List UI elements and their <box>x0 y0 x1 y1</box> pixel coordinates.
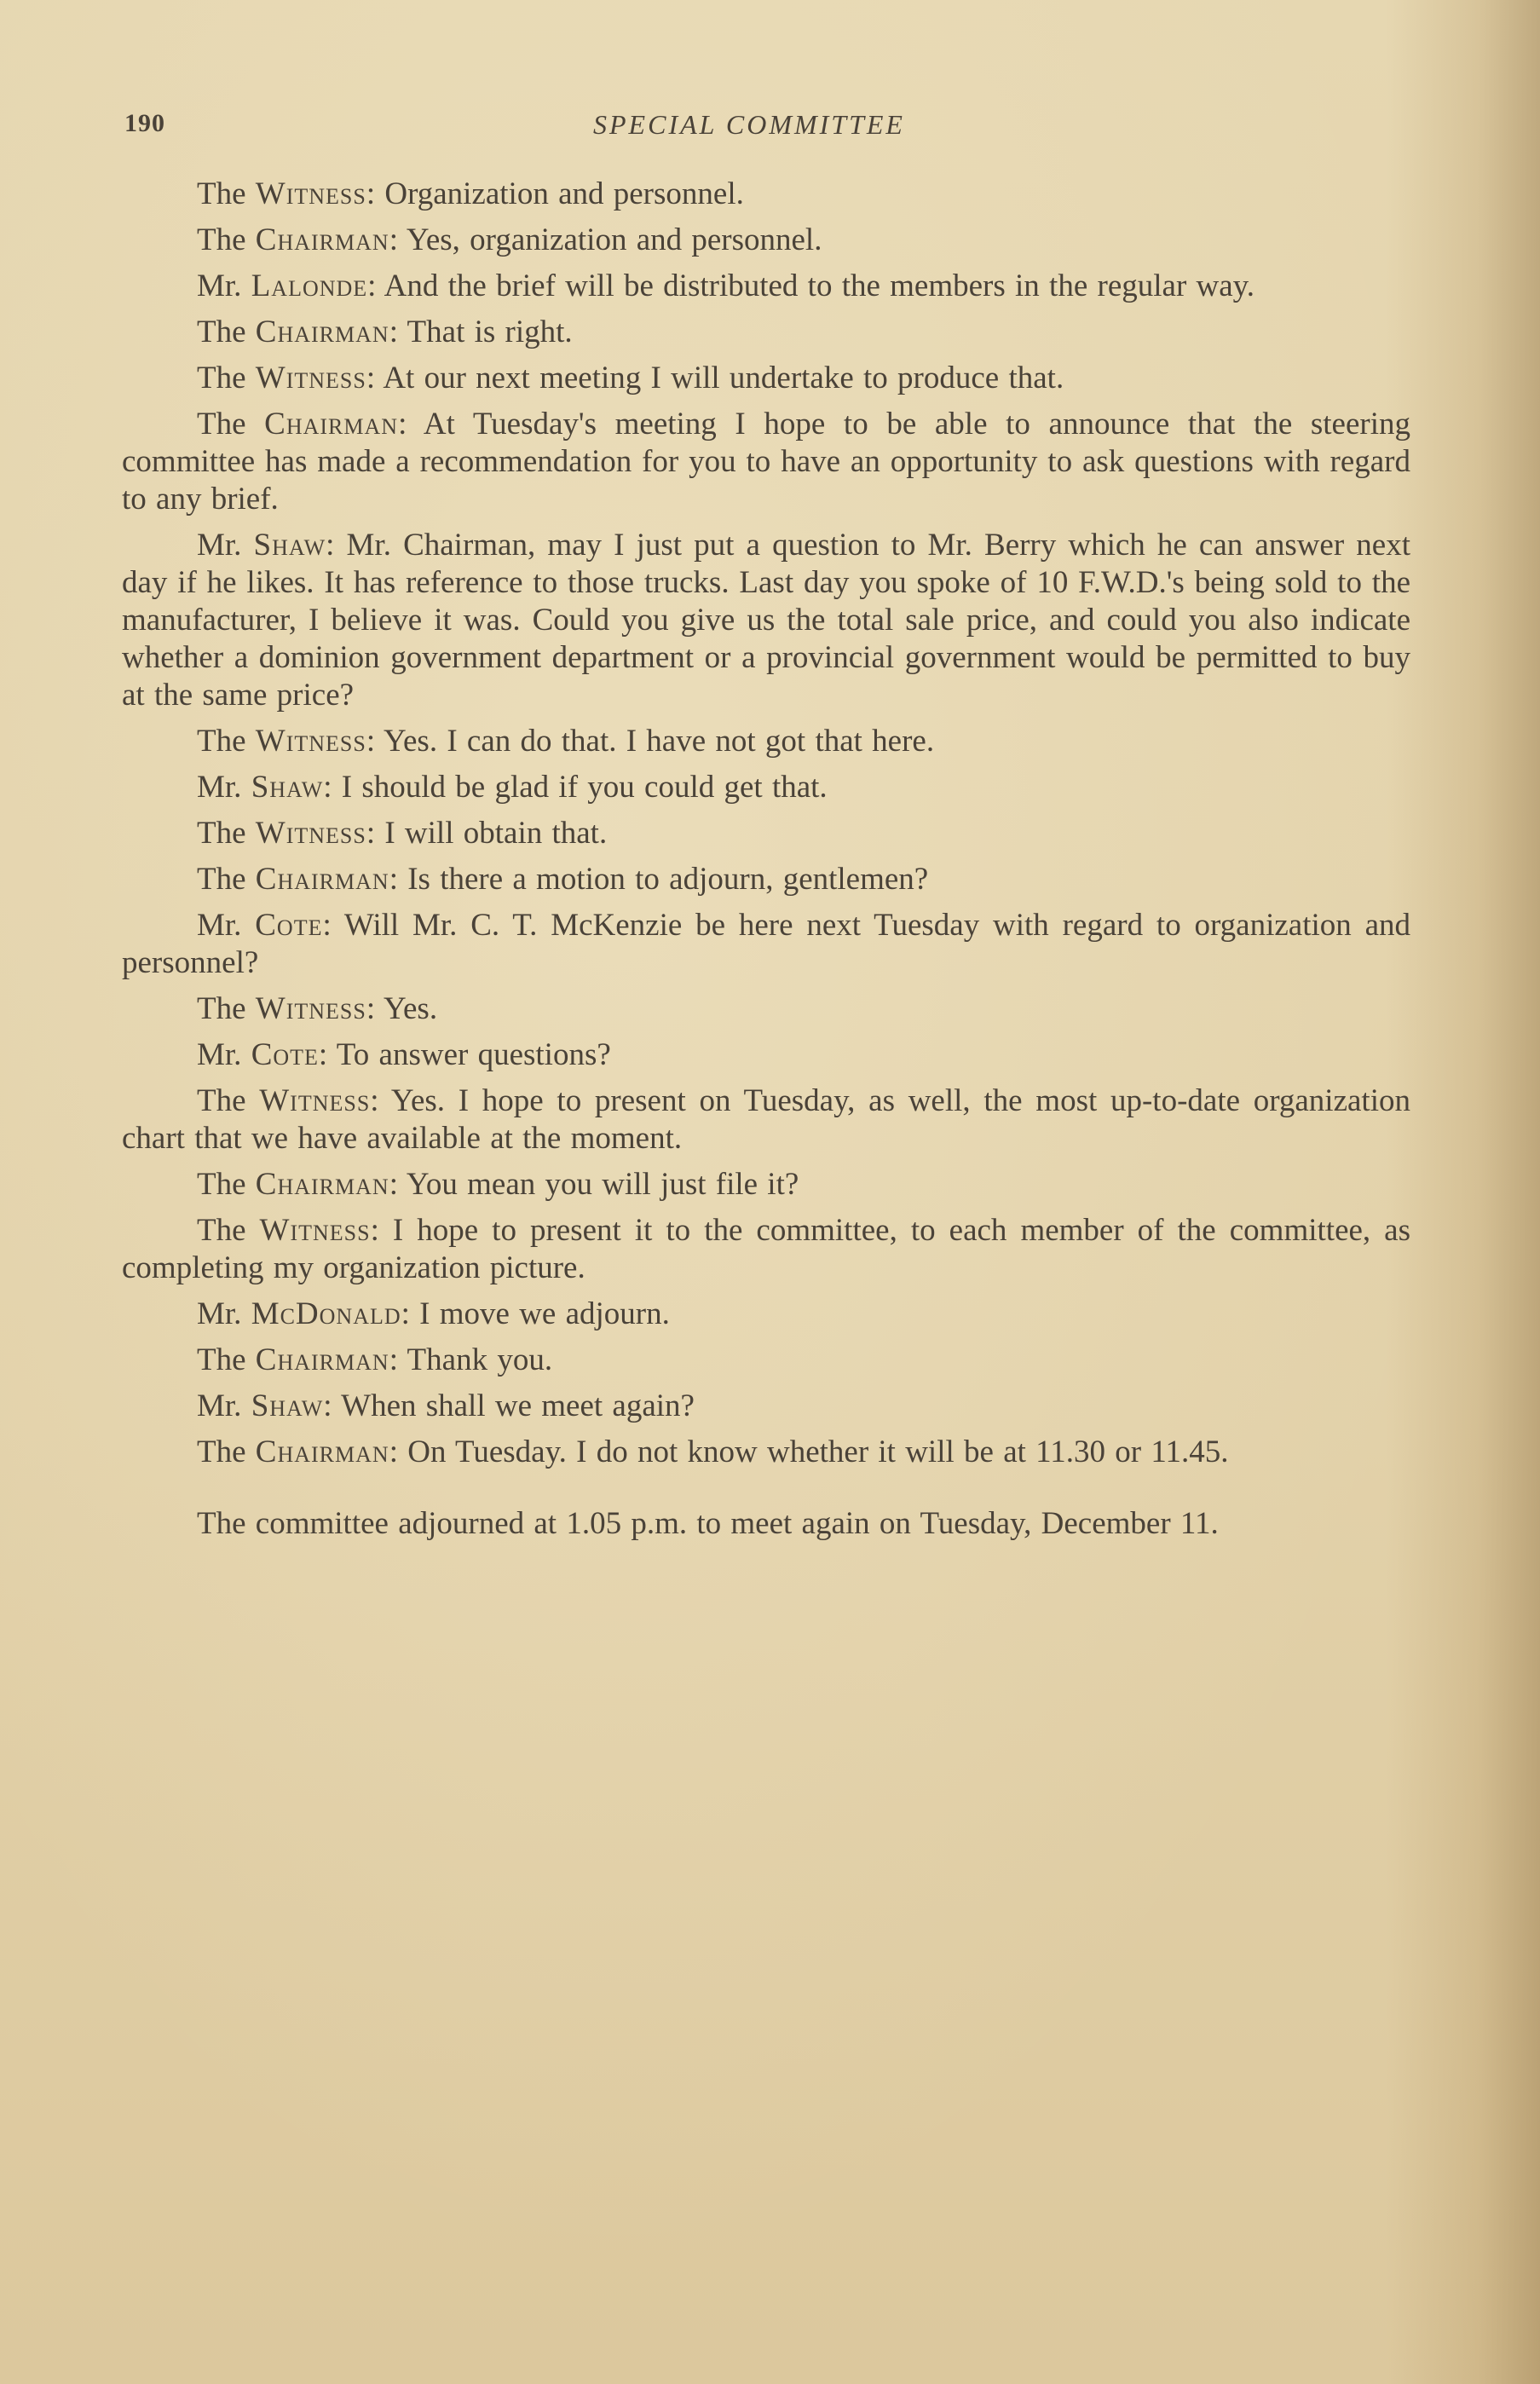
speaker-name: Witness <box>255 176 366 211</box>
paragraph-text: : Thank you. <box>389 1342 553 1377</box>
speaker-name: Cote <box>251 1037 319 1072</box>
speaker-prefix: The <box>197 222 256 257</box>
paragraph <box>122 1342 1410 1379</box>
paragraph-text: : Yes. I hope to present on Tuesday, as well, the most up-to-date organization chart that we have available at the moment. <box>122 1083 1410 1156</box>
speaker-prefix: The <box>197 315 256 349</box>
paragraph <box>122 1434 1410 1471</box>
speaker-name: Chairman <box>264 407 399 442</box>
running-head <box>124 109 1420 152</box>
paragraph-text: : I should be glad if you could get that. <box>323 770 828 805</box>
paragraph <box>122 406 1410 518</box>
paragraph-text: : Is there a motion to adjourn, gentlemen? <box>389 862 929 897</box>
speaker-name: Chairman <box>255 315 389 349</box>
paragraph-text: : When shall we meet again? <box>323 1388 695 1423</box>
speaker-prefix: The <box>197 816 256 851</box>
paragraph <box>122 861 1410 898</box>
speaker-name: McDonald <box>251 1296 401 1331</box>
speaker-name: Cote <box>255 908 323 943</box>
speaker-name: Witness <box>255 361 366 395</box>
speaker-prefix: The <box>197 1342 256 1377</box>
paragraph-text: : You mean you will just file it? <box>389 1167 799 1202</box>
speaker-prefix: Mr. <box>197 1296 251 1331</box>
speaker-name: Witness <box>255 991 366 1026</box>
paragraph-text: : At Tuesday's meeting I hope to be able to announce that the steering committee has made a recommendation for you to have an opportunity to ask questions with regard to any brief. <box>122 407 1410 517</box>
paragraph <box>122 907 1410 982</box>
paragraph <box>122 990 1410 1028</box>
paragraph-text: : I will obtain that. <box>366 816 608 851</box>
speaker-name: Witness <box>255 816 366 851</box>
paragraph <box>122 360 1410 397</box>
speaker-name: Chairman <box>255 1167 389 1202</box>
speaker-name: Witness <box>259 1083 371 1118</box>
speaker-prefix: The <box>197 1083 260 1118</box>
speaker-prefix: The <box>197 361 256 395</box>
paragraph-text: : Will Mr. C. T. McKenzie be here next Tuesday with regard to organization and personnel? <box>122 908 1410 980</box>
paragraph-text: : I move we adjourn. <box>401 1296 670 1331</box>
speaker-prefix: The <box>197 1167 256 1202</box>
speaker-name: Shaw <box>251 770 324 805</box>
page-number: 190 <box>124 109 165 137</box>
paragraph-text: : Mr. Chairman, may I just put a question to Mr. Berry which he can answer next day if he likes. It has reference to those trucks. Last day you spoke of 10 F.W.D.'s being sold to the manufacturer, I believe it was. Could you give us the total sale price, and could you also indicate whether a dominion government department or a provincial government would be permitted to buy at the same price? <box>122 528 1410 713</box>
transcript-body <box>122 176 1410 1543</box>
header-title: SPECIAL COMMITTEE <box>593 109 905 140</box>
paragraph-text: : On Tuesday. I do not know whether it will be at 11.30 or 11.45. <box>389 1434 1229 1469</box>
speaker-name: Chairman <box>255 862 389 897</box>
paragraph <box>122 176 1410 213</box>
speaker-prefix: Mr. <box>197 268 251 303</box>
speaker-name: Chairman <box>255 222 389 257</box>
speaker-prefix: The <box>197 991 256 1026</box>
paragraph <box>122 1166 1410 1204</box>
paragraph <box>122 527 1410 714</box>
speaker-prefix: The <box>197 1213 260 1248</box>
paragraph-text: : At our next meeting I will undertake to produce that. <box>366 361 1064 395</box>
speaker-name: Shaw <box>251 1388 324 1423</box>
speaker-prefix: The <box>197 1434 256 1469</box>
speaker-prefix: The <box>197 862 256 897</box>
paragraph-text: : Yes. <box>366 991 438 1026</box>
paragraph <box>122 1212 1410 1287</box>
paragraph-text: : To answer questions? <box>318 1037 611 1072</box>
paragraph <box>122 1082 1410 1157</box>
speaker-name: Chairman <box>255 1342 389 1377</box>
paragraph <box>122 815 1410 852</box>
paragraph-text: : I hope to present it to the committee, to each member of the committee, as completing my organization picture. <box>122 1213 1410 1285</box>
paragraph <box>122 314 1410 351</box>
speaker-prefix: Mr. <box>197 770 251 805</box>
paragraph <box>122 268 1410 305</box>
paragraph-text: : Yes, organization and personnel. <box>389 222 822 257</box>
speaker-prefix: Mr. <box>197 1388 251 1423</box>
speaker-prefix: The <box>197 407 265 442</box>
speaker-name: Lalonde <box>251 268 368 303</box>
adjournment-note: The committee adjourned at 1.05 p.m. to meet again on Tuesday, December 11. <box>197 1506 1219 1541</box>
speaker-prefix: Mr. <box>197 1037 251 1072</box>
paragraph-text: : That is right. <box>389 315 573 349</box>
paragraph <box>122 1388 1410 1425</box>
speaker-name: Witness <box>255 724 366 759</box>
speaker-prefix: The <box>197 176 256 211</box>
paragraph <box>122 222 1410 259</box>
speaker-name: Chairman <box>255 1434 389 1469</box>
speaker-prefix: Mr. <box>197 528 254 563</box>
paragraph <box>122 1296 1410 1333</box>
paragraph-text: : Yes. I can do that. I have not got that here. <box>366 724 935 759</box>
paragraph <box>122 1036 1410 1074</box>
speaker-name: Shaw <box>253 528 326 563</box>
paragraph <box>122 723 1410 760</box>
speaker-name: Witness <box>259 1213 371 1248</box>
paragraph-text: : Organization and personnel. <box>366 176 744 211</box>
paragraph <box>122 769 1410 806</box>
speaker-prefix: The <box>197 724 256 759</box>
paragraph-text: : And the brief will be distributed to the members in the regular way. <box>367 268 1255 303</box>
speaker-prefix: Mr. <box>197 908 256 943</box>
